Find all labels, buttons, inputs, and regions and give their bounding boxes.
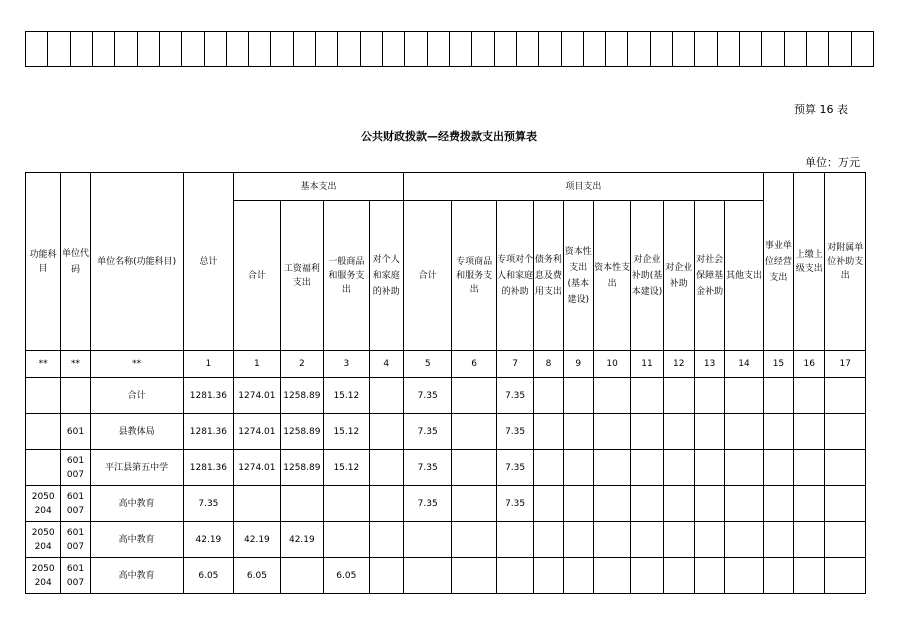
strip-cell [182, 32, 204, 67]
value-cell: 7.35 [496, 486, 533, 522]
strip-cell [762, 32, 784, 67]
value-cell [369, 558, 403, 594]
index-cell: 13 [694, 351, 724, 378]
index-cell: 6 [452, 351, 496, 378]
table-row [26, 522, 866, 558]
strip-cell [383, 32, 405, 67]
index-cell: ** [26, 351, 61, 378]
func-line: 2050 [31, 491, 55, 502]
header-basic-group: 基本支出 [234, 173, 404, 201]
value-cell: 6.05 [183, 558, 234, 594]
value-cell [631, 522, 663, 558]
func-cell [26, 450, 61, 486]
value-cell [725, 558, 764, 594]
strip-cell [293, 32, 315, 67]
value-cell: 7.35 [403, 378, 452, 414]
value-cell [563, 522, 593, 558]
value-cell: 1274.01 [234, 378, 280, 414]
strip-cell [26, 32, 48, 67]
table-row [26, 378, 866, 414]
value-cell [725, 450, 764, 486]
header-project-0: 合计 [403, 201, 452, 351]
header-unit-code: 单位代码 [61, 173, 90, 351]
value-cell [280, 486, 323, 522]
strip-cell [784, 32, 806, 67]
unit-cell [61, 450, 90, 486]
strip-cell [338, 32, 360, 67]
value-cell [663, 558, 694, 594]
value-cell [694, 486, 724, 522]
value-cell [725, 486, 764, 522]
value-cell [369, 414, 403, 450]
value-cell [593, 486, 630, 522]
unit-line: 601 [66, 426, 85, 437]
value-cell [593, 378, 630, 414]
value-cell: 6.05 [234, 558, 280, 594]
value-cell: 15.12 [324, 378, 369, 414]
value-cell: 1281.36 [183, 414, 234, 450]
unit-line: 601 [66, 527, 85, 538]
strip-cell [92, 32, 114, 67]
unit-name-cell: 高中教育 [90, 522, 183, 558]
unit-cell [61, 486, 90, 522]
func-line: 204 [34, 541, 52, 552]
value-cell [563, 486, 593, 522]
func-cell [26, 558, 61, 594]
value-cell [452, 486, 496, 522]
value-cell: 7.35 [403, 450, 452, 486]
header-basic-0: 合计 [234, 201, 280, 351]
strip-cell [561, 32, 583, 67]
index-cell: 5 [403, 351, 452, 378]
value-cell [763, 558, 793, 594]
strip-cell [137, 32, 159, 67]
value-cell [452, 378, 496, 414]
value-cell [663, 450, 694, 486]
index-cell: 17 [825, 351, 866, 378]
index-cell: 12 [663, 351, 694, 378]
value-cell [563, 558, 593, 594]
header-project-3: 债务利息及费用支出 [534, 201, 563, 351]
strip-cell [740, 32, 762, 67]
value-cell [694, 522, 724, 558]
strip-cell [316, 32, 338, 67]
value-cell [563, 450, 593, 486]
unit-cell [61, 558, 90, 594]
strip-cell [226, 32, 248, 67]
value-cell [794, 558, 825, 594]
value-cell: 1281.36 [183, 378, 234, 414]
value-cell [763, 450, 793, 486]
value-cell [694, 378, 724, 414]
value-cell [593, 558, 630, 594]
header-project-4: 资本性支出(基本建设) [563, 201, 593, 351]
value-cell [534, 378, 563, 414]
index-cell: 1 [183, 351, 234, 378]
unit-name-cell: 合计 [90, 378, 183, 414]
func-cell [26, 486, 61, 522]
unit-line: 007 [66, 469, 85, 480]
value-cell [694, 558, 724, 594]
value-cell [763, 522, 793, 558]
value-cell [563, 414, 593, 450]
value-cell: 1258.89 [280, 414, 323, 450]
value-cell [369, 522, 403, 558]
func-cell [26, 378, 61, 414]
func-line: 204 [34, 505, 52, 516]
strip-cell [70, 32, 92, 67]
strip-cell [427, 32, 449, 67]
header-basic-3: 对个人和家庭的补助 [369, 201, 403, 351]
index-cell: 16 [794, 351, 825, 378]
table-row [26, 558, 866, 594]
value-cell [794, 378, 825, 414]
index-cell: ** [90, 351, 183, 378]
table-row [26, 450, 866, 486]
header-other-2: 对附属单位补助支出 [825, 173, 866, 351]
unit-cell [61, 378, 90, 414]
header-project-8: 对社会保障基金补助 [694, 201, 724, 351]
header-unit-name: 单位名称(功能科目) [90, 173, 183, 351]
index-cell: 15 [763, 351, 793, 378]
value-cell [324, 486, 369, 522]
value-cell: 7.35 [403, 414, 452, 450]
value-cell [234, 486, 280, 522]
value-cell: 1258.89 [280, 378, 323, 414]
value-cell [663, 414, 694, 450]
document-title: 公共财政拨款—经费拨款支出预算表 [361, 130, 537, 143]
index-row [26, 351, 866, 378]
strip-cell [583, 32, 605, 67]
index-cell: 1 [234, 351, 280, 378]
value-cell [452, 558, 496, 594]
strip-cell [449, 32, 471, 67]
strip-cell [851, 32, 873, 67]
strip-cell [159, 32, 181, 67]
strip-cell [628, 32, 650, 67]
strip-cell [650, 32, 672, 67]
header-row-1 [26, 173, 866, 201]
strip-cell [271, 32, 293, 67]
value-cell: 15.12 [324, 414, 369, 450]
header-project-9: 其他支出 [725, 201, 764, 351]
value-cell [825, 414, 866, 450]
value-cell [534, 450, 563, 486]
strip-cell [606, 32, 628, 67]
value-cell [496, 558, 533, 594]
value-cell [631, 486, 663, 522]
strip-cell [695, 32, 717, 67]
value-cell [663, 486, 694, 522]
unit-line: 601 [66, 491, 85, 502]
value-cell [369, 378, 403, 414]
value-cell: 7.35 [496, 450, 533, 486]
index-cell: 14 [725, 351, 764, 378]
value-cell [534, 558, 563, 594]
value-cell [534, 522, 563, 558]
value-cell: 42.19 [280, 522, 323, 558]
value-cell [563, 378, 593, 414]
strip-row [26, 32, 874, 67]
index-cell: 8 [534, 351, 563, 378]
strip-cell [494, 32, 516, 67]
func-cell [26, 522, 61, 558]
value-cell: 7.35 [183, 486, 234, 522]
strip-cell [360, 32, 382, 67]
strip-cell [472, 32, 494, 67]
value-cell [403, 558, 452, 594]
value-cell [324, 522, 369, 558]
value-cell [763, 486, 793, 522]
value-cell [631, 450, 663, 486]
value-cell [452, 414, 496, 450]
header-project-6: 对企业补助(基本建设) [631, 201, 663, 351]
value-cell [725, 414, 764, 450]
strip-cell [539, 32, 561, 67]
value-cell: 42.19 [234, 522, 280, 558]
index-cell: 10 [593, 351, 630, 378]
value-cell [763, 378, 793, 414]
unit-name-cell: 平江县第五中学 [90, 450, 183, 486]
strip-cell [673, 32, 695, 67]
unit-line: 601 [66, 563, 85, 574]
value-cell [369, 486, 403, 522]
value-cell [825, 558, 866, 594]
table-body [26, 351, 866, 594]
unit-cell [61, 522, 90, 558]
value-cell [534, 414, 563, 450]
unit-name-cell: 高中教育 [90, 558, 183, 594]
header-project-1: 专项商品和服务支出 [452, 201, 496, 351]
value-cell [496, 522, 533, 558]
value-cell [794, 450, 825, 486]
table-row [26, 486, 866, 522]
value-cell [369, 450, 403, 486]
header-basic-2: 一般商品和服务支出 [324, 201, 369, 351]
header-other-1: 上缴上级支出 [794, 173, 825, 351]
value-cell: 42.19 [183, 522, 234, 558]
value-cell [794, 486, 825, 522]
value-cell: 7.35 [496, 378, 533, 414]
header-project-2: 专项对个人和家庭的补助 [496, 201, 533, 351]
value-cell [825, 450, 866, 486]
index-cell: 3 [324, 351, 369, 378]
value-cell [694, 450, 724, 486]
header-project-7: 对企业补助 [663, 201, 694, 351]
value-cell [825, 522, 866, 558]
value-cell [631, 558, 663, 594]
strip-cell [717, 32, 739, 67]
table-row [26, 414, 866, 450]
unit-line: 007 [66, 577, 85, 588]
strip-cell [806, 32, 828, 67]
value-cell: 1258.89 [280, 450, 323, 486]
strip-cell [249, 32, 271, 67]
value-cell [593, 450, 630, 486]
strip-cell [48, 32, 70, 67]
value-cell [663, 378, 694, 414]
func-cell [26, 414, 61, 450]
value-cell [534, 486, 563, 522]
value-cell [631, 378, 663, 414]
value-cell [452, 522, 496, 558]
value-cell [631, 414, 663, 450]
value-cell [763, 414, 793, 450]
value-cell [794, 414, 825, 450]
index-cell: 2 [280, 351, 323, 378]
header-project-5: 资本性支出 [593, 201, 630, 351]
value-cell [280, 558, 323, 594]
value-cell [694, 414, 724, 450]
unit-name-cell: 县教体局 [90, 414, 183, 450]
value-cell [725, 378, 764, 414]
unit-line: 601 [66, 455, 85, 466]
index-cell: ** [61, 351, 90, 378]
value-cell [403, 522, 452, 558]
budget-table [25, 172, 866, 594]
value-cell [794, 522, 825, 558]
index-cell: 11 [631, 351, 663, 378]
header-other-0: 事业单位经营支出 [763, 173, 793, 351]
top-empty-strip [25, 31, 874, 67]
value-cell [593, 414, 630, 450]
unit-line: 007 [66, 541, 85, 552]
strip-cell [204, 32, 226, 67]
index-cell: 7 [496, 351, 533, 378]
unit-line: 007 [66, 505, 85, 516]
header-project-group: 项目支出 [403, 173, 763, 201]
value-cell [725, 522, 764, 558]
func-line: 2050 [31, 563, 55, 574]
value-cell: 7.35 [496, 414, 533, 450]
unit-name-cell: 高中教育 [90, 486, 183, 522]
value-cell [452, 450, 496, 486]
value-cell [825, 486, 866, 522]
header-basic-1: 工资福利支出 [280, 201, 323, 351]
strip-cell [516, 32, 538, 67]
value-cell: 6.05 [324, 558, 369, 594]
strip-cell [405, 32, 427, 67]
index-cell: 9 [563, 351, 593, 378]
value-cell [593, 522, 630, 558]
unit-cell [61, 414, 90, 450]
index-cell: 4 [369, 351, 403, 378]
value-cell: 7.35 [403, 486, 452, 522]
value-cell [825, 378, 866, 414]
value-cell [663, 522, 694, 558]
budget-number: 预算 16 表 [794, 103, 848, 116]
value-cell: 1274.01 [234, 450, 280, 486]
value-cell: 1274.01 [234, 414, 280, 450]
strip-cell [829, 32, 851, 67]
header-total: 总计 [183, 173, 234, 351]
value-cell: 15.12 [324, 450, 369, 486]
unit-label: 单位：万元 [805, 156, 860, 169]
value-cell: 1281.36 [183, 450, 234, 486]
func-line: 2050 [31, 527, 55, 538]
strip-cell [115, 32, 137, 67]
header-func-code: 功能科目 [26, 173, 61, 351]
func-line: 204 [34, 577, 52, 588]
